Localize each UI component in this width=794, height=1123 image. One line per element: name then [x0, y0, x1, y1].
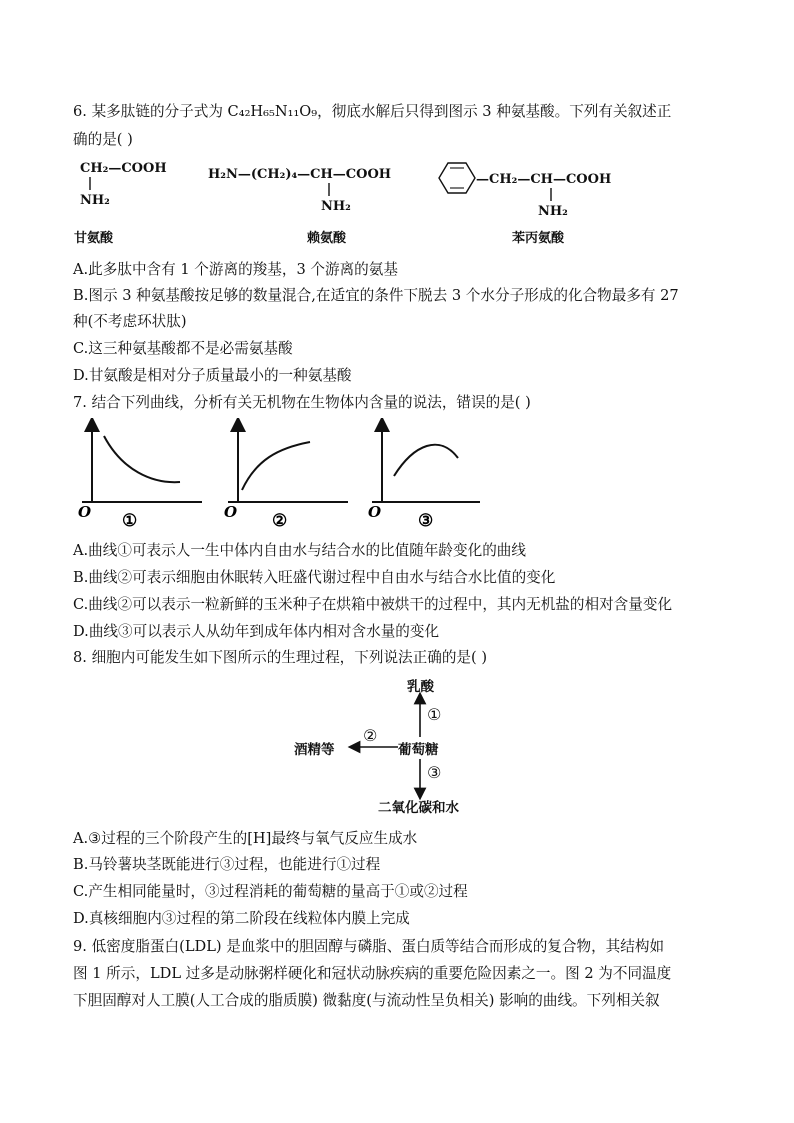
graph-3-origin: O	[368, 503, 382, 521]
q6-stem-line2: 确的是( )	[73, 131, 133, 148]
q8-option-d: D.真核细胞内③过程的第二阶段在线粒体内膜上完成	[73, 910, 410, 927]
q6-option-c: C.这三种氨基酸都不是必需氨基酸	[73, 340, 293, 357]
graph-3-curve	[394, 445, 458, 476]
graph-1-label: ①	[122, 511, 138, 531]
q6-option-b-line2: 种(不考虑环状肽)	[73, 313, 187, 330]
graph-1	[78, 424, 202, 531]
graph-3-label: ③	[418, 511, 434, 531]
q7-option-b: B.曲线②可表示细胞由休眠转入旺盛代谢过程中自由水与结合水比值的变化	[73, 569, 556, 586]
graph-2	[224, 424, 348, 531]
q8-stem: 8. 细胞内可能发生如下图所示的生理过程，下列说法正确的是( )	[73, 649, 488, 666]
graph-2-origin: O	[224, 503, 238, 521]
diagram-lactic-acid: 乳酸	[407, 679, 434, 695]
graph-2-curve	[242, 442, 310, 490]
q6-stem-line1: 6. 某多肽链的分子式为 C₄₂H₆₅N₁₁O₉，彻底水解后只得到图示 3 种氨基酸。下列有关叙述正	[73, 103, 672, 120]
q8-option-c: C.产生相同能量时，③过程消耗的葡萄糖的量高于①或②过程	[73, 883, 468, 900]
lysine-top-text: H₂N—(CH₂)₄—CH—COOH	[208, 167, 392, 182]
q7-option-d: D.曲线③可以表示人从幼年到成年体内相对含水量的变化	[73, 623, 440, 640]
lysine-structure	[205, 152, 425, 247]
diagram-step-2: ②	[363, 726, 378, 745]
diagram-alcohol: 酒精等	[294, 742, 335, 758]
graph-2-label: ②	[272, 511, 288, 531]
q7-curve-graphs	[70, 418, 490, 533]
lysine-name: 赖氨酸	[307, 231, 347, 246]
q6-option-a: A.此多肽中含有 1 个游离的羧基，3 个游离的氨基	[73, 261, 398, 278]
diagram-co2-water: 二氧化碳和水	[378, 800, 459, 816]
glycine-name: 甘氨酸	[74, 231, 114, 246]
diagram-step-1: ①	[427, 705, 442, 724]
q7-option-a: A.曲线①可表示人一生中体内自由水与结合水的比值随年龄变化的曲线	[73, 542, 526, 559]
glycine-structure	[70, 152, 200, 247]
q7-stem: 7. 结合下列曲线，分析有关无机物在生物体内含量的说法，错误的是( )	[73, 394, 531, 411]
phenylalanine-nh2: NH₂	[538, 204, 568, 219]
q6-option-d: D.甘氨酸是相对分子质量最小的一种氨基酸	[73, 367, 352, 384]
glycine-top-text: CH₂—COOH	[80, 161, 167, 176]
q9-line2: 图 1 所示，LDL 过多是动脉粥样硬化和冠状动脉疾病的重要危险因素之一。图 2 为不同温度	[73, 965, 672, 982]
q8-option-b: B.马铃薯块茎既能进行③过程，也能进行①过程	[73, 856, 381, 873]
diagram-step-3: ③	[427, 763, 442, 782]
q8-option-a: A.③过程的三个阶段产生的[H]最终与氧气反应生成水	[73, 830, 418, 847]
lysine-nh2: NH₂	[321, 199, 351, 214]
q9-line1: 9. 低密度脂蛋白(LDL) 是血浆中的胆固醇与磷脂、蛋白质等结合而形成的复合物，其结构如	[73, 938, 665, 955]
graph-1-curve	[104, 436, 180, 482]
graph-1-origin: O	[78, 503, 92, 521]
q7-option-c: C.曲线②可以表示一粒新鲜的玉米种子在烘箱中被烘干的过程中，其内无机盐的相对含量变化	[73, 596, 673, 613]
q9-line3: 下胆固醇对人工膜(人工合成的脂质膜) 微黏度(与流动性呈负相关) 影响的曲线。下列相关叙	[73, 992, 660, 1009]
graph-3	[368, 424, 480, 531]
glycine-nh2: NH₂	[80, 193, 110, 208]
phenylalanine-top-text: —CH₂—CH—COOH	[476, 172, 612, 187]
q6-option-b-line1: B.图示 3 种氨基酸按足够的数量混合,在适宜的条件下脱去 3 个水分子形成的化合物最多有 27	[73, 287, 679, 304]
diagram-glucose: 葡萄糖	[398, 742, 439, 758]
phenylalanine-structure	[436, 152, 636, 247]
phenylalanine-name: 苯丙氨酸	[512, 231, 565, 246]
